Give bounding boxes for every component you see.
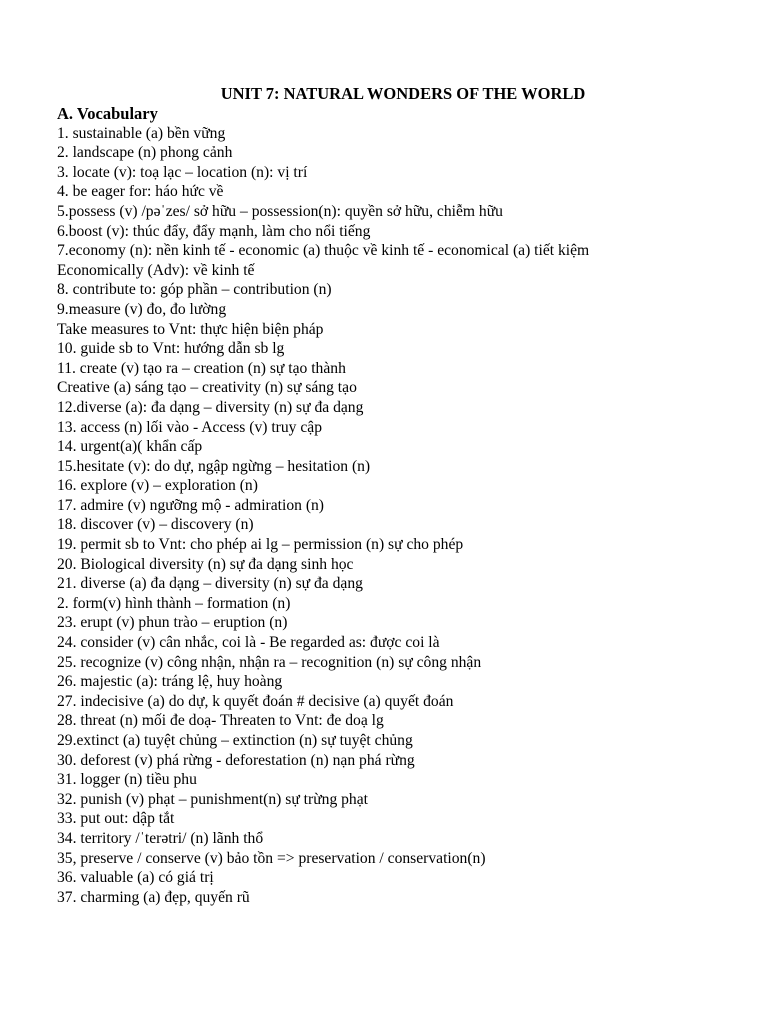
- vocabulary-line: 13. access (n) lối vào - Access (v) truy cập: [57, 418, 322, 436]
- vocabulary-line: 23. erupt (v) phun trào – eruption (n): [57, 614, 288, 632]
- vocabulary-line: Creative (a) sáng tạo – creativity (n) sự sáng tạo: [57, 379, 357, 397]
- vocabulary-line: 20. Biological diversity (n) sự đa dạng sinh học: [57, 555, 354, 573]
- vocabulary-list: [57, 124, 757, 908]
- vocabulary-line: 16. explore (v) – exploration (n): [57, 477, 258, 495]
- vocabulary-line: 17. admire (v) ngưỡng mộ - admiration (n): [57, 496, 324, 514]
- vocabulary-line: 9.measure (v) đo, đo lường: [57, 300, 227, 318]
- vocabulary-line: 18. discover (v) – discovery (n): [57, 516, 254, 534]
- vocabulary-line: 34. territory /ˈterətri/ (n) lãnh thổ: [57, 829, 264, 847]
- vocabulary-line: 11. create (v) tạo ra – creation (n) sự tạo thành: [57, 359, 346, 377]
- vocabulary-line: 31. logger (n) tiều phu: [57, 771, 197, 789]
- vocabulary-line: 19. permit sb to Vnt: cho phép ai lg – permission (n) sự cho phép: [57, 536, 464, 554]
- vocabulary-line: 2. landscape (n) phong cảnh: [57, 144, 233, 162]
- vocabulary-line: 21. diverse (a) đa dạng – diversity (n) sự đa dạng: [57, 575, 363, 593]
- vocabulary-line: 14. urgent(a)( khẩn cấp: [57, 438, 203, 456]
- vocabulary-line: 1. sustainable (a) bền vững: [57, 124, 226, 142]
- vocabulary-line: 3. locate (v): toạ lạc – location (n): vị trí: [57, 163, 308, 181]
- vocabulary-line: 37. charming (a) đẹp, quyến rũ: [57, 888, 250, 906]
- vocabulary-line: 33. put out: dập tắt: [57, 810, 175, 828]
- vocabulary-line: 12.diverse (a): đa dạng – diversity (n) sự đa dạng: [57, 398, 364, 416]
- vocabulary-line: 25. recognize (v) công nhận, nhận ra – recognition (n) sự công nhận: [57, 653, 482, 671]
- vocabulary-line: 27. indecisive (a) do dự, k quyết đoán # decisive (a) quyết đoán: [57, 692, 454, 710]
- vocabulary-line: Take measures to Vnt: thực hiện biện pháp: [57, 320, 324, 338]
- section-heading: A. Vocabulary: [57, 104, 158, 123]
- vocabulary-line: 29.extinct (a) tuyệt chủng – extinction (n) sự tuyệt chủng: [57, 732, 413, 749]
- vocabulary-line: 6.boost (v): thúc đẩy, đẩy mạnh, làm cho nổi tiếng: [57, 222, 371, 240]
- vocabulary-line: 30. deforest (v) phá rừng - deforestation (n) nạn phá rừng: [57, 751, 415, 769]
- vocabulary-line: 10. guide sb to Vnt: hướng dẫn sb lg: [57, 340, 285, 358]
- vocabulary-line: 28. threat (n) mối đe doạ- Threaten to Vnt: đe doạ lg: [57, 712, 384, 730]
- vocabulary-line: 24. consider (v) cân nhắc, coi là - Be regarded as: được coi là: [57, 634, 440, 652]
- vocabulary-line: 2. form(v) hình thành – formation (n): [57, 594, 291, 612]
- vocabulary-line: 35, preserve / conserve (v) bảo tồn => preservation / conservation(n): [57, 849, 486, 867]
- vocabulary-line: 32. punish (v) phạt – punishment(n) sự trừng phạt: [57, 790, 368, 808]
- vocabulary-line: 36. valuable (a) có giá trị: [57, 869, 214, 887]
- vocabulary-line: Economically (Adv): về kinh tế: [57, 261, 255, 279]
- vocabulary-line: 7.economy (n): nền kinh tế - economic (a) thuộc về kinh tế - economical (a) tiết kiệm: [57, 242, 590, 260]
- vocabulary-line: 5.possess (v) /pəˈzes/ sở hữu – possession(n): quyền sở hữu, chiễm hữu: [57, 202, 503, 220]
- document-title: UNIT 7: NATURAL WONDERS OF THE WORLD: [220, 84, 586, 103]
- vocabulary-line: 8. contribute to: góp phần – contribution (n): [57, 281, 332, 299]
- vocabulary-line: 15.hesitate (v): do dự, ngập ngừng – hesitation (n): [57, 457, 371, 475]
- vocabulary-section: [57, 104, 757, 907]
- vocabulary-line: 4. be eager for: háo hức về: [57, 183, 224, 201]
- vocabulary-line: 26. majestic (a): tráng lệ, huy hoàng: [57, 673, 283, 691]
